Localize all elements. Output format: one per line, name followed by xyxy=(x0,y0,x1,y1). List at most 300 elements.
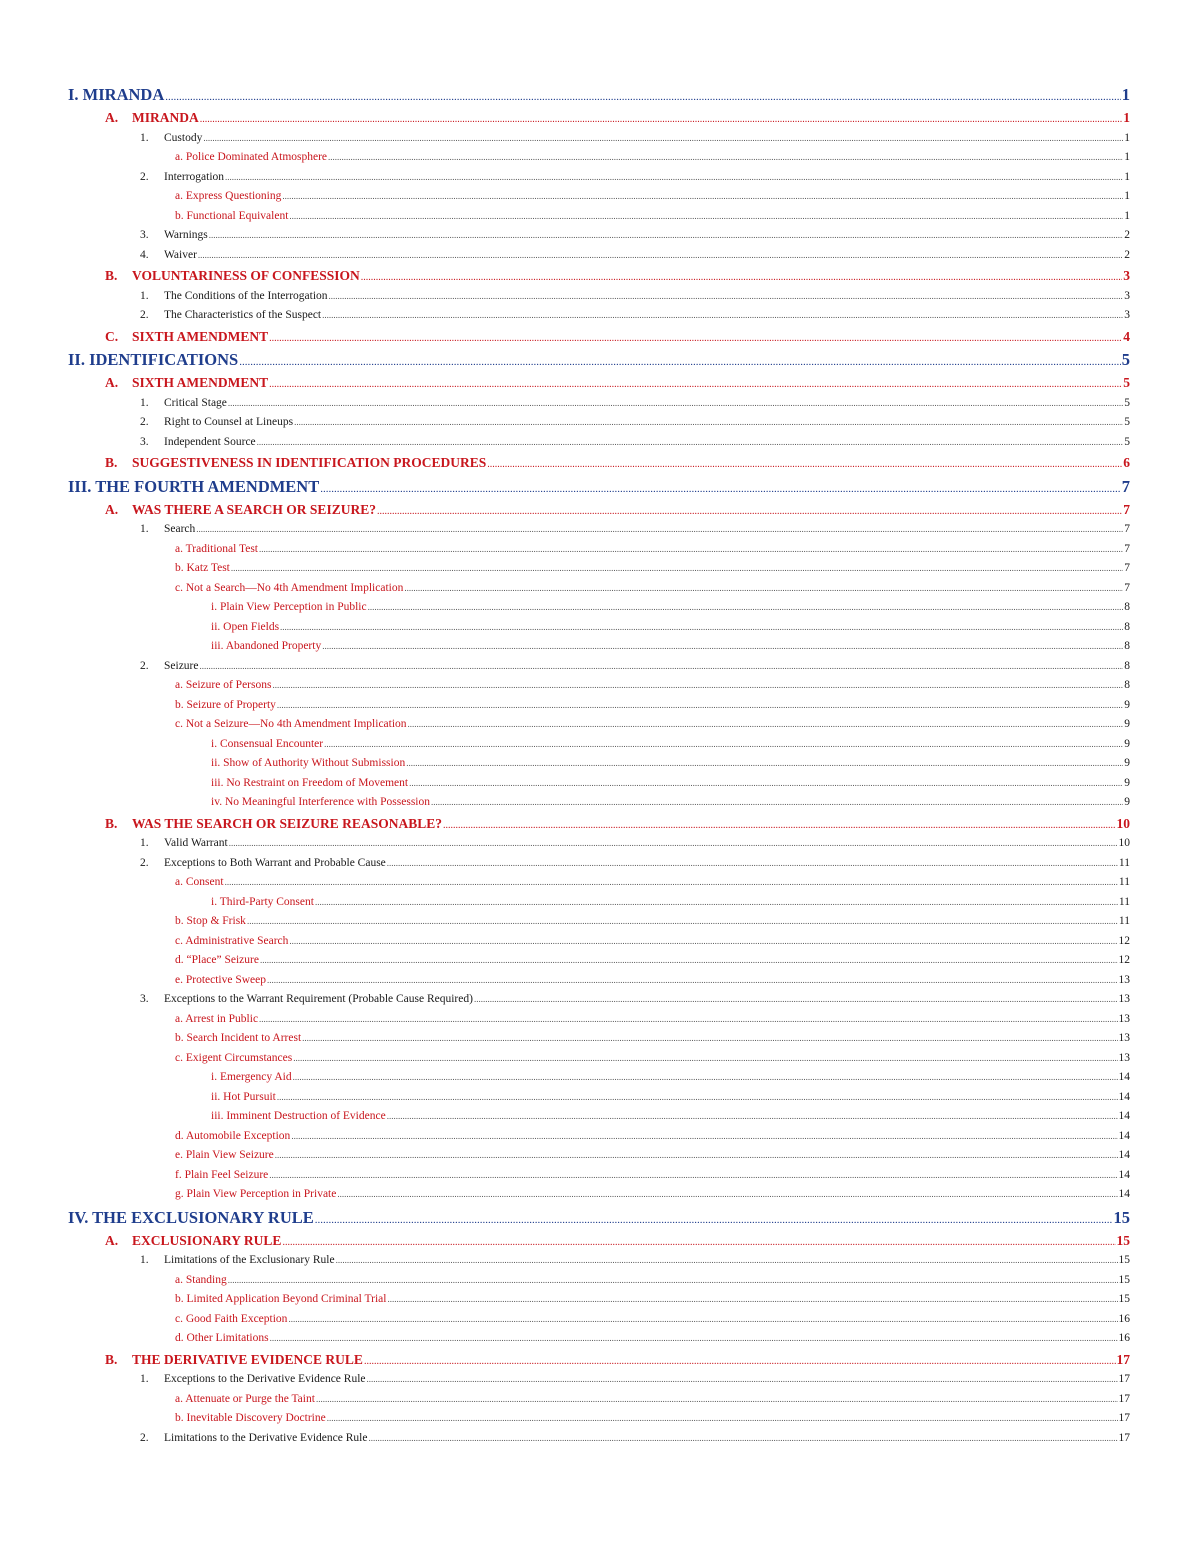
toc-entry-title xyxy=(211,793,430,813)
dot-leader xyxy=(277,1088,1118,1108)
toc-entry-title xyxy=(105,1349,363,1371)
toc-entry-level5[interactable] xyxy=(68,893,1130,913)
toc-entry-label: ii. Hot Pursuit xyxy=(211,1090,276,1103)
toc-page-number: 2 xyxy=(1124,248,1130,261)
toc-page-number: 7 xyxy=(1124,581,1130,594)
toc-entry-label: ii. Open Fields xyxy=(211,620,280,633)
toc-entry-title xyxy=(105,813,442,835)
toc-entry-label: iii. No Restraint on Freedom of Movement xyxy=(211,776,409,789)
toc-page-number: 8 xyxy=(1124,620,1130,633)
toc-entry-label: IV. THE EXCLUSIONARY RULE xyxy=(68,1207,314,1227)
toc-entry-level2[interactable] xyxy=(68,1349,1130,1371)
toc-page-number: 5 xyxy=(1124,396,1130,409)
toc-entry-title xyxy=(175,1127,290,1147)
toc-entry-title xyxy=(175,873,224,893)
toc-entry-label: iii. Imminent Destruction of Evidence xyxy=(211,1110,386,1122)
toc-entry-label: a. Consent xyxy=(175,876,224,888)
toc-entry-level4[interactable] xyxy=(68,1390,1130,1410)
toc-entry-level3[interactable] xyxy=(68,168,1130,188)
toc-entry-level4[interactable] xyxy=(68,540,1130,560)
toc-entry-level4[interactable] xyxy=(68,971,1130,991)
toc-page-number: 7 xyxy=(1124,542,1130,555)
toc-entry-level4[interactable] xyxy=(68,932,1130,952)
toc-entry-title xyxy=(175,540,258,560)
toc-entry-level5[interactable] xyxy=(68,637,1130,657)
dot-leader xyxy=(257,433,1124,453)
dot-leader xyxy=(288,1310,1117,1330)
toc-entry-level3[interactable] xyxy=(68,306,1130,326)
toc-entry-level3[interactable] xyxy=(68,394,1130,414)
toc-page-number: 8 xyxy=(1124,679,1130,691)
toc-entry-number: 1. xyxy=(140,396,149,409)
toc-entry-label: Exceptions to Both Warrant and Probable Cause xyxy=(164,856,386,869)
toc-entry-title xyxy=(211,754,405,774)
dot-leader xyxy=(225,168,1123,188)
toc-page-number: 1 xyxy=(1123,110,1130,125)
toc-entry-title xyxy=(140,413,293,433)
toc-entry-title xyxy=(175,148,327,168)
toc-entry-number: 1. xyxy=(140,1373,149,1385)
toc-entry-level5[interactable] xyxy=(68,598,1130,618)
toc-entry-level1[interactable] xyxy=(68,82,1130,107)
toc-entry-level5[interactable] xyxy=(68,754,1130,774)
toc-entry-title xyxy=(175,1029,301,1049)
toc-entry-number: 2. xyxy=(140,856,149,869)
toc-entry-level3[interactable] xyxy=(68,990,1130,1010)
toc-entry-level1[interactable] xyxy=(68,347,1130,372)
toc-entry-title xyxy=(175,932,288,952)
toc-entry-number: 2. xyxy=(140,659,149,672)
toc-entry-label: d. Automobile Exception xyxy=(175,1129,291,1142)
toc-entry-level3[interactable] xyxy=(68,1429,1130,1449)
toc-entry-label: Exceptions to the Derivative Evidence Rule xyxy=(164,1373,366,1385)
toc-entry-label: d. Other Limitations xyxy=(175,1332,269,1344)
toc-entry-level4[interactable] xyxy=(68,187,1130,207)
toc-entry-level1[interactable] xyxy=(68,474,1130,499)
toc-entry-level4[interactable] xyxy=(68,579,1130,599)
toc-entry-level3[interactable] xyxy=(68,520,1130,540)
dot-leader xyxy=(315,893,1118,913)
toc-entry-label: ii. Show of Authority Without Submission xyxy=(211,757,406,769)
dot-leader xyxy=(294,413,1123,433)
dot-leader xyxy=(377,501,1122,521)
toc-page-number: 10 xyxy=(1118,837,1130,849)
table-of-contents xyxy=(68,82,1130,1448)
toc-page-number: 13 xyxy=(1118,993,1130,1005)
toc-entry-title xyxy=(140,1251,335,1271)
toc-entry-level4[interactable] xyxy=(68,676,1130,696)
toc-entry-level1[interactable] xyxy=(68,1205,1130,1230)
toc-entry-level5[interactable] xyxy=(68,1088,1130,1108)
dot-leader xyxy=(367,1370,1118,1390)
toc-entry-label: a. Express Questioning xyxy=(175,190,282,202)
dot-leader xyxy=(269,374,1122,394)
dot-leader xyxy=(289,207,1123,227)
toc-page-number: 9 xyxy=(1124,757,1130,769)
toc-entry-level3[interactable] xyxy=(68,657,1130,677)
toc-page-number: 17 xyxy=(1116,1351,1130,1367)
toc-page-number: 13 xyxy=(1118,1051,1130,1064)
toc-page-number: 14 xyxy=(1118,1071,1130,1083)
dot-leader xyxy=(293,1068,1118,1088)
toc-entry-title xyxy=(105,265,360,287)
toc-entry-label: a. Arrest in Public xyxy=(175,1012,259,1025)
toc-entry-title xyxy=(140,246,197,266)
toc-entry-title xyxy=(140,657,198,677)
toc-entry-level3[interactable] xyxy=(68,1370,1130,1390)
dot-leader xyxy=(247,912,1118,932)
toc-entry-level2[interactable] xyxy=(68,452,1130,474)
toc-entry-title xyxy=(175,579,403,599)
toc-entry-level3[interactable] xyxy=(68,433,1130,453)
toc-entry-level3[interactable] xyxy=(68,129,1130,149)
toc-entry-label: g. Plain View Perception in Private xyxy=(175,1188,337,1200)
dot-leader xyxy=(368,598,1124,618)
toc-page-number: 6 xyxy=(1123,455,1130,470)
toc-page-number: 9 xyxy=(1124,698,1130,711)
dot-leader xyxy=(368,1429,1117,1449)
toc-entry-label: i. Third-Party Consent xyxy=(211,895,314,908)
dot-leader xyxy=(291,1127,1117,1147)
toc-entry-level2[interactable] xyxy=(68,265,1130,287)
toc-entry-title xyxy=(140,1370,366,1390)
toc-entry-title xyxy=(211,637,321,657)
toc-page-number: 16 xyxy=(1118,1332,1130,1344)
dot-leader xyxy=(277,696,1123,716)
toc-entry-level3[interactable] xyxy=(68,834,1130,854)
toc-entry-level4[interactable] xyxy=(68,1409,1130,1429)
toc-entry-title xyxy=(140,226,208,246)
dot-leader xyxy=(228,394,1123,414)
toc-entry-label: Limitations of the Exclusionary Rule xyxy=(164,1254,335,1266)
toc-entry-level4[interactable] xyxy=(68,1146,1130,1166)
toc-entry-number: 1. xyxy=(140,131,149,144)
toc-entry-level3[interactable] xyxy=(68,246,1130,266)
toc-entry-number: A. xyxy=(105,1232,119,1248)
toc-entry-title xyxy=(175,696,276,716)
toc-page-number: 9 xyxy=(1124,718,1130,730)
toc-entry-label: MIRANDA xyxy=(132,110,199,125)
toc-entry-title xyxy=(211,598,367,618)
toc-page-number: 2 xyxy=(1124,229,1130,241)
toc-page-number: 15 xyxy=(1118,1254,1130,1266)
toc-entry-level4[interactable] xyxy=(68,1290,1130,1310)
toc-entry-label: SUGGESTIVENESS IN IDENTIFICATION PROCEDURES xyxy=(132,455,487,470)
toc-page-number: 15 xyxy=(1118,1293,1130,1305)
toc-entry-number: 4. xyxy=(140,248,149,261)
toc-page-number: 1 xyxy=(1124,151,1130,163)
toc-page-number: 1 xyxy=(1124,170,1130,183)
toc-entry-number: B. xyxy=(105,815,118,831)
toc-entry-label: II. IDENTIFICATIONS xyxy=(68,350,239,369)
toc-entry-level5[interactable] xyxy=(68,1068,1130,1088)
dot-leader xyxy=(322,637,1123,657)
toc-entry-level4[interactable] xyxy=(68,1127,1130,1147)
dot-leader xyxy=(229,834,1118,854)
toc-page-number: 14 xyxy=(1118,1168,1130,1181)
toc-entry-title xyxy=(175,1390,315,1410)
toc-entry-number: 1. xyxy=(140,289,149,302)
toc-entry-title xyxy=(140,306,321,326)
toc-entry-title xyxy=(211,735,323,755)
toc-entry-label: a. Standing xyxy=(175,1273,227,1286)
toc-entry-label: d. “Place” Seizure xyxy=(175,954,259,966)
toc-entry-level2[interactable] xyxy=(68,326,1130,348)
toc-page-number: 3 xyxy=(1123,268,1130,283)
toc-entry-title xyxy=(140,287,328,307)
toc-entry-label: iv. No Meaningful Interference with Possession xyxy=(211,796,430,808)
toc-entry-label: a. Police Dominated Atmosphere xyxy=(175,151,328,163)
dot-leader xyxy=(431,793,1123,813)
toc-entry-level4[interactable] xyxy=(68,1310,1130,1330)
toc-entry-label: Valid Warrant xyxy=(164,837,228,849)
dot-leader xyxy=(320,477,1121,499)
toc-entry-number: A. xyxy=(105,110,119,125)
toc-entry-number: 2. xyxy=(140,416,149,428)
toc-entry-title xyxy=(140,129,202,149)
toc-entry-label: c. Not a Seizure—No 4th Amendment Implication xyxy=(175,718,407,730)
toc-entry-title xyxy=(211,1068,292,1088)
toc-page-number: 4 xyxy=(1123,328,1130,344)
toc-entry-level5[interactable] xyxy=(68,735,1130,755)
toc-page-number: 13 xyxy=(1118,1012,1130,1025)
toc-entry-level4[interactable] xyxy=(68,1049,1130,1069)
toc-entry-number: 3. xyxy=(140,993,149,1005)
toc-entry-label: III. THE FOURTH AMENDMENT xyxy=(68,476,320,496)
toc-entry-label: Waiver xyxy=(164,248,197,261)
toc-entry-title xyxy=(175,676,271,696)
toc-entry-level3[interactable] xyxy=(68,854,1130,874)
dot-leader xyxy=(361,267,1122,287)
toc-entry-title xyxy=(175,715,407,735)
dot-leader xyxy=(322,306,1123,326)
toc-entry-title xyxy=(175,1329,269,1349)
toc-page-number: 15 xyxy=(1116,1232,1130,1248)
toc-page-number: 1 xyxy=(1124,190,1130,202)
toc-page-number: 1 xyxy=(1124,131,1130,144)
toc-entry-label: SIXTH AMENDMENT xyxy=(132,375,269,390)
toc-entry-number: B. xyxy=(105,268,118,283)
toc-entry-label: The Characteristics of the Suspect xyxy=(164,309,322,321)
toc-entry-title xyxy=(175,971,266,991)
toc-entry-level2[interactable] xyxy=(68,1230,1130,1252)
toc-entry-title xyxy=(68,1205,314,1230)
toc-entry-level4[interactable] xyxy=(68,951,1130,971)
toc-entry-label: I. MIRANDA xyxy=(68,85,165,104)
dot-leader xyxy=(406,754,1123,774)
toc-entry-title xyxy=(211,618,279,638)
dot-leader xyxy=(203,129,1123,149)
toc-entry-label: WAS THERE A SEARCH OR SEIZURE? xyxy=(132,501,376,517)
toc-entry-level4[interactable] xyxy=(68,1029,1130,1049)
toc-page-number: 10 xyxy=(1116,815,1130,831)
toc-page-number: 11 xyxy=(1118,876,1130,888)
toc-entry-level4[interactable] xyxy=(68,873,1130,893)
toc-entry-level4[interactable] xyxy=(68,207,1130,227)
toc-entry-title xyxy=(140,394,227,414)
dot-leader xyxy=(293,1049,1117,1069)
toc-page-number: 5 xyxy=(1124,416,1130,428)
dot-leader xyxy=(260,951,1118,971)
dot-leader xyxy=(409,774,1123,794)
toc-entry-label: b. Katz Test xyxy=(175,562,230,574)
toc-page-number: 7 xyxy=(1124,523,1130,535)
dot-leader xyxy=(269,328,1122,348)
toc-entry-number: A. xyxy=(105,375,119,390)
toc-entry-title xyxy=(68,474,319,499)
toc-entry-title xyxy=(175,1166,268,1186)
toc-entry-title xyxy=(175,951,259,971)
toc-entry-title xyxy=(175,912,246,932)
toc-entry-level5[interactable] xyxy=(68,793,1130,813)
dot-leader xyxy=(387,854,1118,874)
toc-entry-label: VOLUNTARINESS OF CONFESSION xyxy=(132,268,360,283)
toc-page-number: 12 xyxy=(1118,934,1130,947)
dot-leader xyxy=(239,350,1121,372)
toc-entry-label: b. Inevitable Discovery Doctrine xyxy=(175,1412,326,1424)
toc-entry-title xyxy=(140,854,386,874)
toc-entry-level2[interactable] xyxy=(68,813,1130,835)
toc-entry-title xyxy=(175,187,281,207)
toc-page-number: 3 xyxy=(1124,289,1130,302)
toc-page-number: 13 xyxy=(1118,1032,1130,1044)
toc-page-number: 9 xyxy=(1124,737,1130,750)
toc-page-number: 1 xyxy=(1124,209,1130,222)
dot-leader xyxy=(327,1409,1118,1429)
toc-entry-title xyxy=(211,1088,276,1108)
dot-leader xyxy=(228,1271,1118,1291)
toc-entry-label: i. Plain View Perception in Public xyxy=(211,601,367,613)
toc-page-number: 8 xyxy=(1124,640,1130,652)
toc-entry-title xyxy=(175,1290,386,1310)
toc-page-number: 5 xyxy=(1124,435,1130,448)
toc-entry-label: b. Stop & Frisk xyxy=(175,915,246,927)
toc-entry-number: 2. xyxy=(140,1431,149,1444)
toc-entry-label: Custody xyxy=(164,131,203,144)
toc-entry-level3[interactable] xyxy=(68,1251,1130,1271)
toc-page-number: 12 xyxy=(1118,954,1130,966)
dot-leader xyxy=(165,85,1121,107)
toc-entry-title xyxy=(175,1146,274,1166)
toc-entry-label: Right to Counsel at Lineups xyxy=(164,416,294,428)
dot-leader xyxy=(315,1208,1113,1230)
toc-entry-title xyxy=(175,1271,227,1291)
toc-entry-label: c. Good Faith Exception xyxy=(175,1312,288,1325)
dot-leader xyxy=(198,246,1123,266)
toc-entry-level4[interactable] xyxy=(68,1329,1130,1349)
dot-leader xyxy=(328,148,1123,168)
toc-entry-level3[interactable] xyxy=(68,226,1130,246)
toc-entry-level4[interactable] xyxy=(68,912,1130,932)
toc-page-number: 9 xyxy=(1124,796,1130,808)
dot-leader xyxy=(337,1185,1117,1205)
toc-entry-level4[interactable] xyxy=(68,559,1130,579)
toc-entry-number: 1. xyxy=(140,523,149,535)
toc-entry-title xyxy=(175,1010,258,1030)
toc-entry-label: Interrogation xyxy=(164,170,225,183)
toc-entry-label: Exceptions to the Warrant Requirement (Probable Cause Required) xyxy=(164,993,473,1005)
toc-entry-title xyxy=(175,1049,292,1069)
toc-entry-label: b. Limited Application Beyond Criminal Trial xyxy=(175,1293,387,1305)
toc-entry-label: b. Search Incident to Arrest xyxy=(175,1032,302,1044)
toc-entry-label: The Conditions of the Interrogation xyxy=(164,289,328,302)
toc-entry-label: a. Seizure of Persons xyxy=(175,679,272,691)
toc-entry-label: e. Protective Sweep xyxy=(175,973,267,986)
toc-entry-level4[interactable] xyxy=(68,1010,1130,1030)
toc-entry-level2[interactable] xyxy=(68,372,1130,394)
toc-page-number: 7 xyxy=(1124,562,1130,574)
toc-entry-label: THE DERIVATIVE EVIDENCE RULE xyxy=(132,1351,363,1367)
toc-page-number: 3 xyxy=(1124,309,1130,321)
toc-entry-number: 3. xyxy=(140,229,149,241)
dot-leader xyxy=(364,1351,1116,1371)
dot-leader xyxy=(404,579,1123,599)
toc-entry-number: 2. xyxy=(140,309,149,321)
toc-entry-level4[interactable] xyxy=(68,715,1130,735)
toc-entry-number: 2. xyxy=(140,170,149,183)
dot-leader xyxy=(267,971,1117,991)
toc-entry-label: Independent Source xyxy=(164,435,256,448)
toc-entry-label: a. Traditional Test xyxy=(175,542,258,555)
toc-entry-level3[interactable] xyxy=(68,413,1130,433)
toc-entry-number: 1. xyxy=(140,837,149,849)
toc-entry-label: i. Emergency Aid xyxy=(211,1071,292,1083)
toc-entry-title xyxy=(105,107,199,129)
toc-entry-level2[interactable] xyxy=(68,499,1130,521)
dot-leader xyxy=(324,735,1123,755)
toc-entry-level2[interactable] xyxy=(68,107,1130,129)
toc-entry-title xyxy=(175,559,230,579)
toc-entry-level4[interactable] xyxy=(68,696,1130,716)
toc-entry-level4[interactable] xyxy=(68,1166,1130,1186)
toc-entry-level5[interactable] xyxy=(68,774,1130,794)
dot-leader xyxy=(199,657,1123,677)
dot-leader xyxy=(275,1146,1118,1166)
toc-entry-label: Search xyxy=(164,523,196,535)
toc-entry-label: e. Plain View Seizure xyxy=(175,1149,274,1161)
dot-leader xyxy=(387,1107,1118,1127)
dot-leader xyxy=(231,559,1123,579)
dot-leader xyxy=(329,287,1124,307)
toc-entry-number: 3. xyxy=(140,435,149,448)
toc-entry-label: EXCLUSIONARY RULE xyxy=(132,1232,282,1248)
dot-leader xyxy=(289,932,1117,952)
toc-entry-label: i. Consensual Encounter xyxy=(211,737,324,750)
toc-page-number: 8 xyxy=(1124,601,1130,613)
toc-entry-level4[interactable] xyxy=(68,1271,1130,1291)
toc-page-number: 13 xyxy=(1118,973,1130,986)
toc-entry-label: Limitations to the Derivative Evidence Rule xyxy=(164,1431,368,1444)
toc-entry-label: iii. Abandoned Property xyxy=(211,640,322,652)
dot-leader xyxy=(259,540,1123,560)
dot-leader xyxy=(282,187,1123,207)
toc-entry-level5[interactable] xyxy=(68,618,1130,638)
toc-page-number: 14 xyxy=(1118,1188,1130,1200)
toc-entry-title xyxy=(175,1185,336,1205)
toc-entry-level4[interactable] xyxy=(68,148,1130,168)
toc-entry-level3[interactable] xyxy=(68,287,1130,307)
toc-entry-title xyxy=(140,520,195,540)
toc-entry-level4[interactable] xyxy=(68,1185,1130,1205)
toc-page-number: 14 xyxy=(1118,1090,1130,1103)
dot-leader xyxy=(474,990,1118,1010)
dot-leader xyxy=(280,618,1123,638)
toc-entry-level5[interactable] xyxy=(68,1107,1130,1127)
toc-entry-title xyxy=(211,1107,386,1127)
toc-page-number: 11 xyxy=(1118,915,1130,927)
toc-entry-label: Seizure xyxy=(164,659,199,672)
toc-entry-title xyxy=(211,893,314,913)
